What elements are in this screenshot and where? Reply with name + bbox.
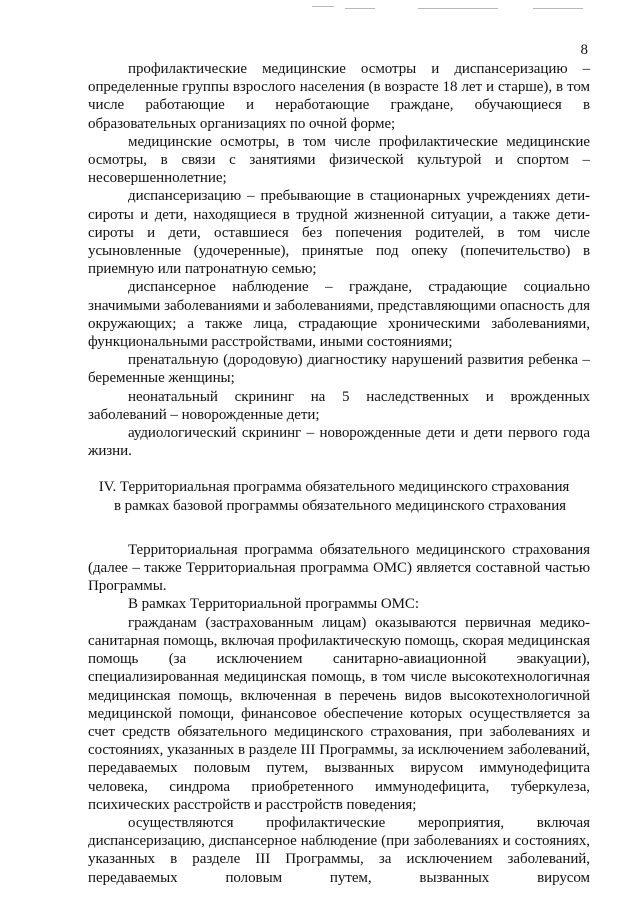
paragraph: осуществляются профилактические мероприятия, включая диспансеризацию, диспансерное наблюдение (при заболеваниях и состояниях, указанных в разделе III Программы, за исключением заболеваний, передаваемых половым путем, вызванных вирусом bbox=[88, 814, 590, 886]
scan-artifact bbox=[312, 6, 334, 7]
section-heading-line: в рамках базовой программы обязательного медицинского страхования bbox=[113, 497, 567, 514]
paragraph: профилактические медицинские осмотры и диспансеризацию – определенные группы взрослого населения (в возрасте 18 лет и старше), в том числе работающие и неработающие граждане, обучающиеся в образовательных организациях по очной форме; bbox=[88, 61, 590, 132]
section-heading bbox=[88, 478, 590, 514]
paragraph: Территориальная программа обязательного медицинского страхования (далее – также Территориальная программа ОМС) является составной частью Программы. bbox=[88, 541, 590, 595]
document-body bbox=[88, 60, 590, 887]
paragraph: пренатальную (дородовую) диагностику нарушений развития ребенка – беременные женщины; bbox=[88, 352, 590, 387]
paragraph: медицинские осмотры, в том числе профилактические медицинские осмотры, в связи с занятиями физической культурой и спортом – несовершеннолетние; bbox=[88, 133, 590, 187]
paragraph: В рамках Территориальной программы ОМС: bbox=[128, 596, 419, 613]
paragraph: диспансерное наблюдение – граждане, страдающие социально значимыми заболеваниями и заболеваниями, представляющими опасность для окружающих; а также лица, страдающие хроническими заболеваниями, функциональными расстройствами, иными состояниями; bbox=[88, 279, 590, 351]
scan-artifact bbox=[418, 8, 498, 9]
section-heading-line: IV. Территориальная программа обязательного медицинского страхования bbox=[98, 479, 570, 496]
scan-artifact bbox=[345, 8, 375, 9]
paragraph: гражданам (застрахованным лицам) оказываются первичная медико-санитарная помощь, включая профилактическую помощь, скорая медицинская помощь (за исключением санитарно-авиационной эвакуации), специализированная медицинская помощь, в том числе высокотехнологичная медицинская помощь, включенная в перечень видов высокотехнологичной медицинской помощи, финансовое обеспечение которых осуществляется за счет средств обязательного медицинского страхования, при заболеваниях и состояниях, указанных в разделе III Программы, за исключением заболеваний, передаваемых половым путем, вызванных вирусом иммунодефицита человека, синдрома приобретенного иммунодефицита, туберкулеза, психических расстройств и расстройств поведения; bbox=[88, 614, 590, 813]
paragraph: аудиологический скрининг – новорожденные дети и дети первого года жизни. bbox=[88, 425, 590, 460]
page-number: 8 bbox=[580, 42, 588, 58]
paragraph: диспансеризацию – пребывающие в стационарных учреждениях дети-сироты и дети, находящиеся в трудной жизненной ситуации, а также дети-сироты и дети, оставшиеся без попечения родителей, в том числе усыновленные (удочеренные), принятые под опеку (попечительство) в приемную или патронатную семью; bbox=[88, 188, 590, 278]
scan-artifact bbox=[533, 8, 583, 9]
paragraph: неонатальный скрининг на 5 наследственных и врожденных заболеваний – новорожденные дети; bbox=[88, 388, 590, 423]
